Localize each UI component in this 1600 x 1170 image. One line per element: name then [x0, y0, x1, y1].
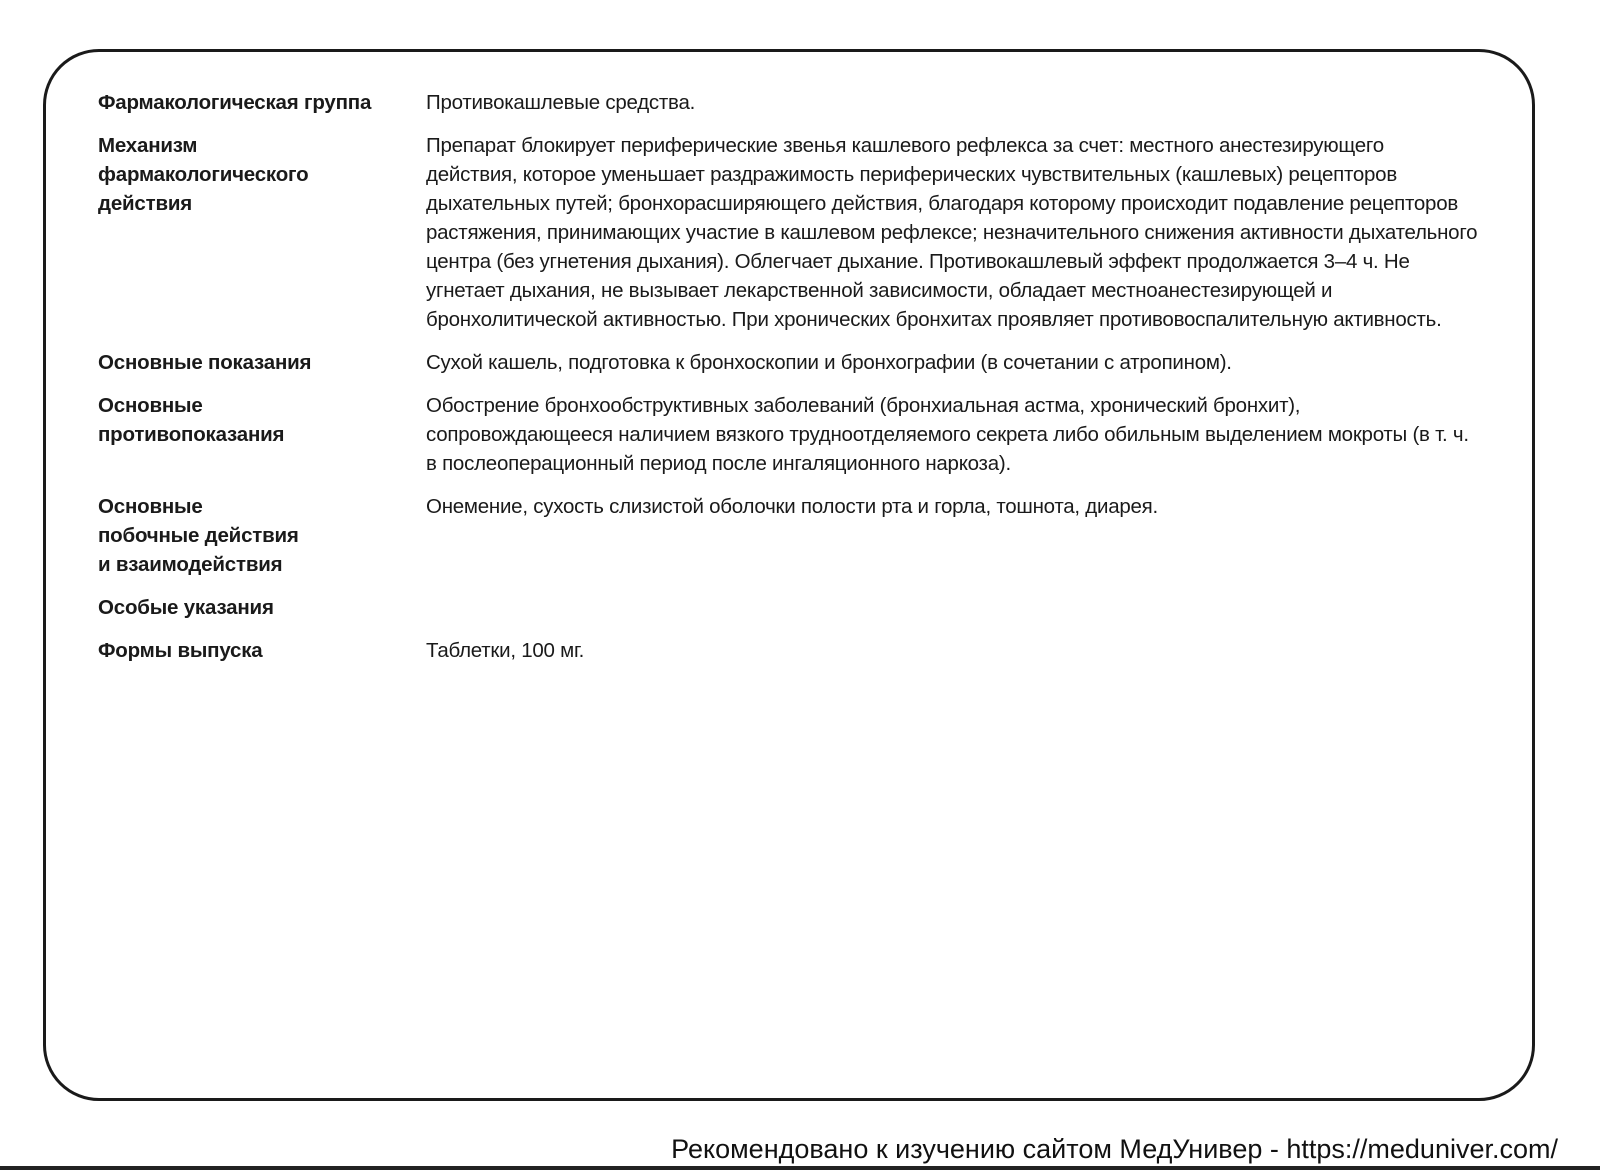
row-value: Сухой кашель, подготовка к бронхоскопии и бронхографии (в сочетании с атропином). — [426, 351, 1232, 374]
row-label: Механизм фармакологического действия — [98, 134, 309, 215]
footer-watermark: Рекомендовано к изучению сайтом МедУнивер - https://meduniver.com/ — [671, 1134, 1558, 1164]
bottom-divider — [0, 1166, 1600, 1170]
row-mechanism — [98, 131, 1488, 334]
row-value — [426, 593, 1478, 622]
row-special-instructions — [98, 593, 1488, 622]
row-label: Фармакологическая группа — [98, 91, 372, 114]
row-release-forms — [98, 636, 1488, 665]
row-label: Основные побочные действия и взаимодействия — [98, 495, 299, 576]
row-label: Основные показания — [98, 351, 312, 374]
row-label: Формы выпуска — [98, 639, 263, 662]
drug-info-table — [98, 88, 1488, 679]
row-indications — [98, 348, 1488, 377]
row-contraindications — [98, 391, 1488, 478]
row-pharmacological-group — [98, 88, 1488, 117]
row-side-effects — [98, 492, 1488, 579]
row-value: Обострение бронхообструктивных заболеваний (бронхиальная астма, хронический бронхит), сопровождающееся наличием вязкого трудноотделяемого секрета либо обильным выделением мокроты (в т. ч. в послеоперационный период после ингаляционного наркоза). — [426, 394, 1469, 475]
row-value: Таблетки, 100 мг. — [426, 639, 585, 662]
row-label: Особые указания — [98, 596, 274, 619]
row-value: Препарат блокирует периферические звенья кашлевого рефлекса за счет: местного анестезирующего действия, которое уменьшает раздражимость периферических чувствительных (кашлевых) рецепторов дыхательных путей; бронхорасширяющего действия, благодаря которому происходит подавление рецепторов растяжения, принимающих участие в кашлевом рефлексе; незначительного снижения активности дыхательного центра (без угнетения дыхания). Облегчает дыхание. Противокашлевый эффект продолжается 3–4 ч. Не угнетает дыхания, не вызывает лекарственной зависимости, обладает местноанестезирующей и бронхолитической активностью. При хронических бронхитах проявляет противовоспалительную активность. — [426, 134, 1478, 331]
row-label: Основные противопоказания — [98, 394, 285, 446]
row-value: Онемение, сухость слизистой оболочки полости рта и горла, тошнота, диарея. — [426, 495, 1158, 518]
row-value: Противокашлевые средства. — [426, 91, 696, 114]
